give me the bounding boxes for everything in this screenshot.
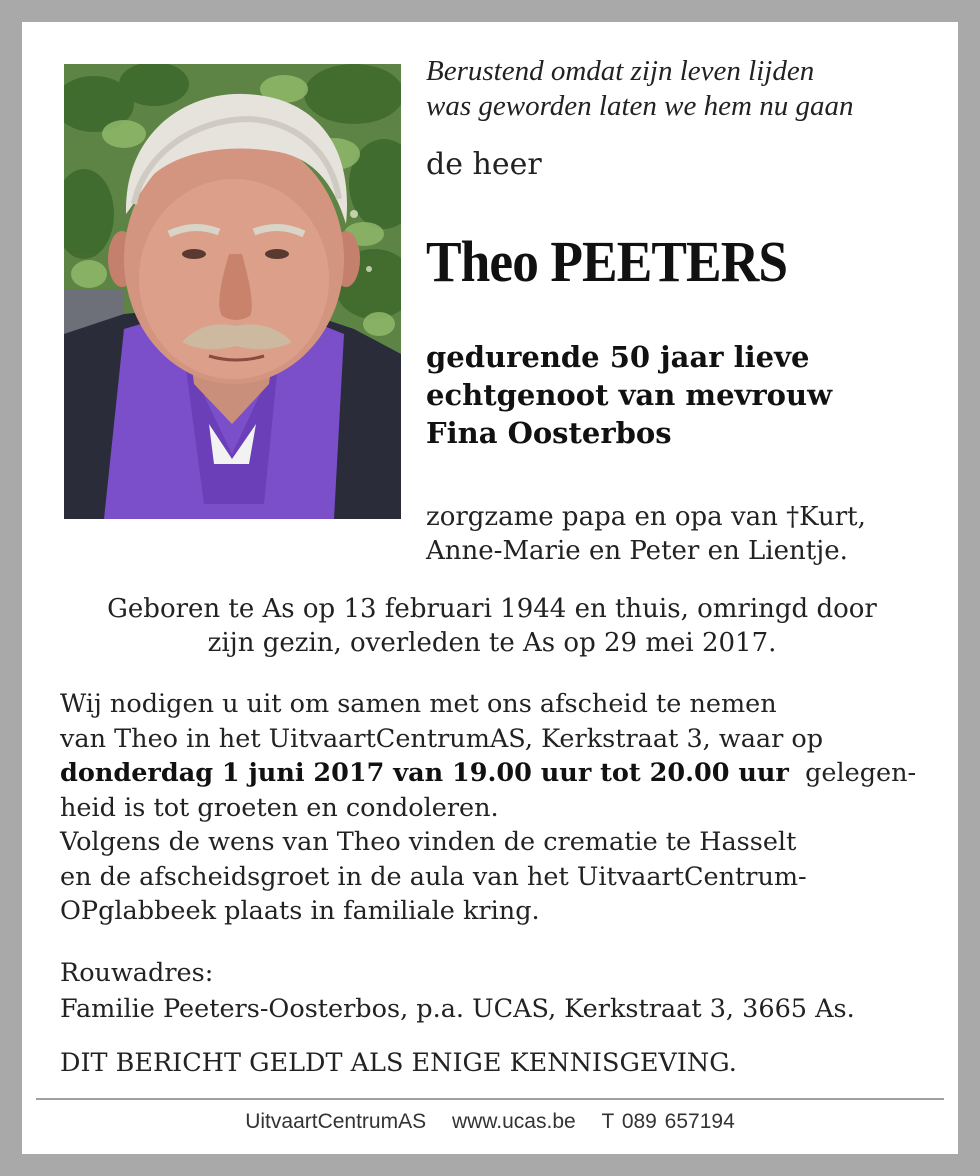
portrait-photo [64, 64, 401, 519]
spouse-line-3: Fina Oosterbos [426, 416, 672, 450]
children-statement [426, 500, 946, 568]
birth-death-statement [62, 592, 922, 660]
address-value: Familie Peeters-Oosterbos, p.a. UCAS, Kerkstraat 3, 3665 As. [60, 994, 855, 1024]
invitation-line-6: en de afscheidsgroet in de aula van het UitvaartCentrum- [60, 861, 807, 892]
visitation-datetime: donderdag 1 juni 2017 van 19.00 uur tot 20.00 uur [60, 758, 789, 788]
children-line-2: Anne-Marie en Peter en Lientje. [426, 536, 848, 566]
footer [0, 1110, 980, 1134]
birth-death-line-1: Geboren te As op 13 februari 1944 en thuis, omringd door [107, 594, 877, 624]
address-label: Rouwadres: [60, 958, 214, 988]
invitation-line-3-rest: gelegen- [805, 758, 917, 788]
spouse-statement [426, 338, 946, 452]
motto-line-1: Berustend omdat zijn leven lijden [426, 55, 815, 87]
invitation-text [60, 687, 930, 929]
invitation-line-1: Wij nodigen u uit om samen met ons afscheid te nemen [60, 689, 777, 719]
motto-line-2: was geworden laten we hem nu gaan [426, 90, 854, 122]
birth-death-line-2: zijn gezin, overleden te As op 29 mei 2017. [207, 628, 777, 658]
deceased-name: Theo PEETERS [426, 229, 788, 294]
footer-phone: T 089 657194 [601, 1110, 735, 1133]
invitation-line-3 [60, 756, 930, 791]
invitation-line-5: Volgens de wens van Theo vinden de crematie te Hasselt [60, 827, 797, 857]
invitation-line-7: OPglabbeek plaats in familiale kring. [60, 896, 540, 926]
spouse-line-1: gedurende 50 jaar lieve [426, 340, 810, 374]
invitation-line-2: van Theo in het UitvaartCentrumAS, Kerkstraat 3, waar op [60, 723, 824, 754]
motto-verse [426, 54, 946, 124]
footer-company: UitvaartCentrumAS [245, 1110, 427, 1133]
footer-divider [36, 1098, 944, 1100]
children-line-1: zorgzame papa en opa van †Kurt, [426, 502, 866, 532]
mourning-address [60, 955, 940, 1027]
invitation-line-4: heid is tot groeten en condoleren. [60, 792, 499, 823]
spouse-line-2: echtgenoot van mevrouw [426, 378, 833, 412]
title-prefix: de heer [426, 147, 542, 182]
footer-website[interactable]: www.ucas.be [451, 1110, 576, 1133]
notice-statement: DIT BERICHT GELDT ALS ENIGE KENNISGEVING. [60, 1048, 737, 1078]
